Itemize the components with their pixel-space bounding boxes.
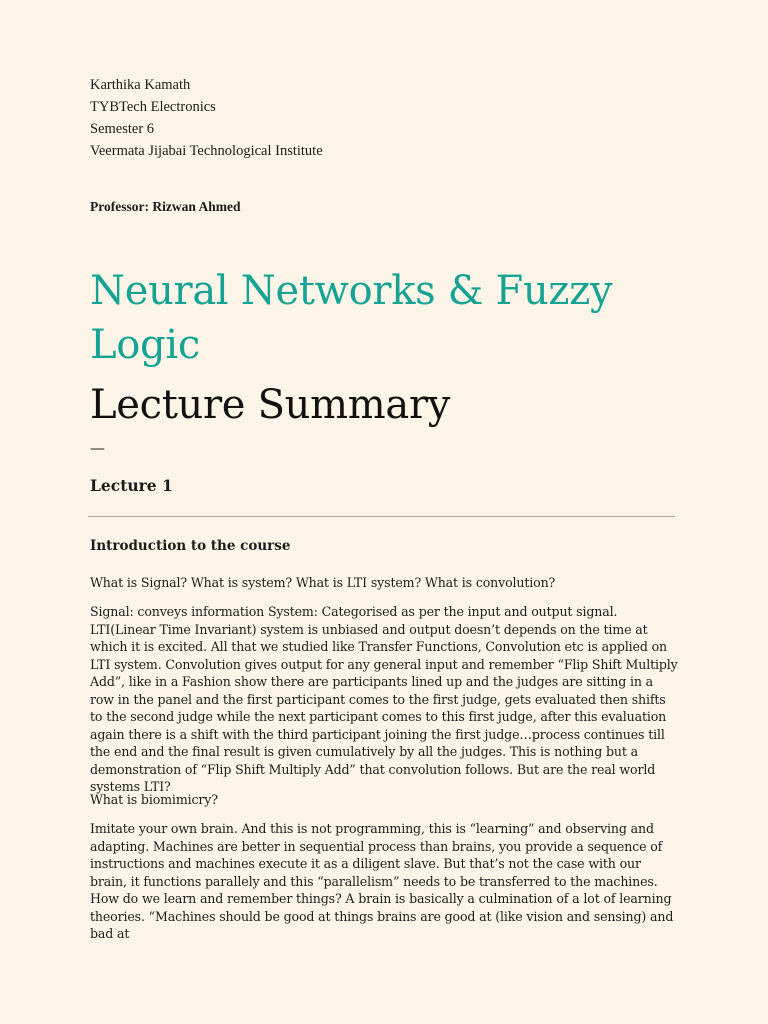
author-block <box>90 74 323 162</box>
professor-line: Professor: Rizwan Ahmed <box>90 199 241 214</box>
document-title: Neural Networks & Fuzzy Logic <box>90 268 613 368</box>
paragraph-biomimicry-question: What is biomimicry? <box>90 792 218 807</box>
author-name: Karthika Kamath <box>90 77 191 93</box>
paragraph-signal-system: Signal: conveys information System: Categorised as per the input and output signal. LTI(Linear Time Invariant) system is unbiased and output doesn’t depends on the time at which it is excited. All that we studied like Transfer Functions, Convolution etc is applied on LTI system. Convolution gives output for any general input and remember “Flip Shift Multiply Add”, like in a Fashion show there are participants lined up and the judges are sitting in a row in the panel and the first participant comes to the first judge, gets evaluated then shifts to the second judge while the next participant comes to this first judge, after this evaluation again there is a shift with the third participant joining the first judge…process continues till the end and the final result is given cumulatively by all the judges. This is nothing but a demonstration of “Flip Shift Multiply Add” that convolution follows. But are the real world systems LTI? <box>90 604 678 794</box>
author-institute: Veermata Jijabai Technological Institute <box>90 143 323 159</box>
horizontal-divider <box>88 516 675 517</box>
paragraph-questions: What is Signal? What is system? What is LTI system? What is convolution? <box>90 575 556 590</box>
section-heading: Introduction to the course <box>90 538 291 554</box>
paragraph-imitate-brain: Imitate your own brain. And this is not programming, this is “learning” and observing and adapting. Machines are better in sequential process than brains, you provide a sequence of instructions and machines execute it as a diligent slave. But that’s not the case with our brain, it functions parallely and this “parallelism” needs to be transferred to the machines. How do we learn and remember things? A brain is basically a culmination of a lot of learning theories. “Machines should be good at things brains are good at (like vision and sensing) and bad at <box>90 821 674 941</box>
lecture-heading: Lecture 1 <box>90 476 173 495</box>
document-subtitle: Lecture Summary <box>90 382 451 428</box>
title-dash: — <box>90 439 105 457</box>
author-program: TYBTech Electronics <box>90 99 216 115</box>
author-semester: Semester 6 <box>90 121 155 137</box>
